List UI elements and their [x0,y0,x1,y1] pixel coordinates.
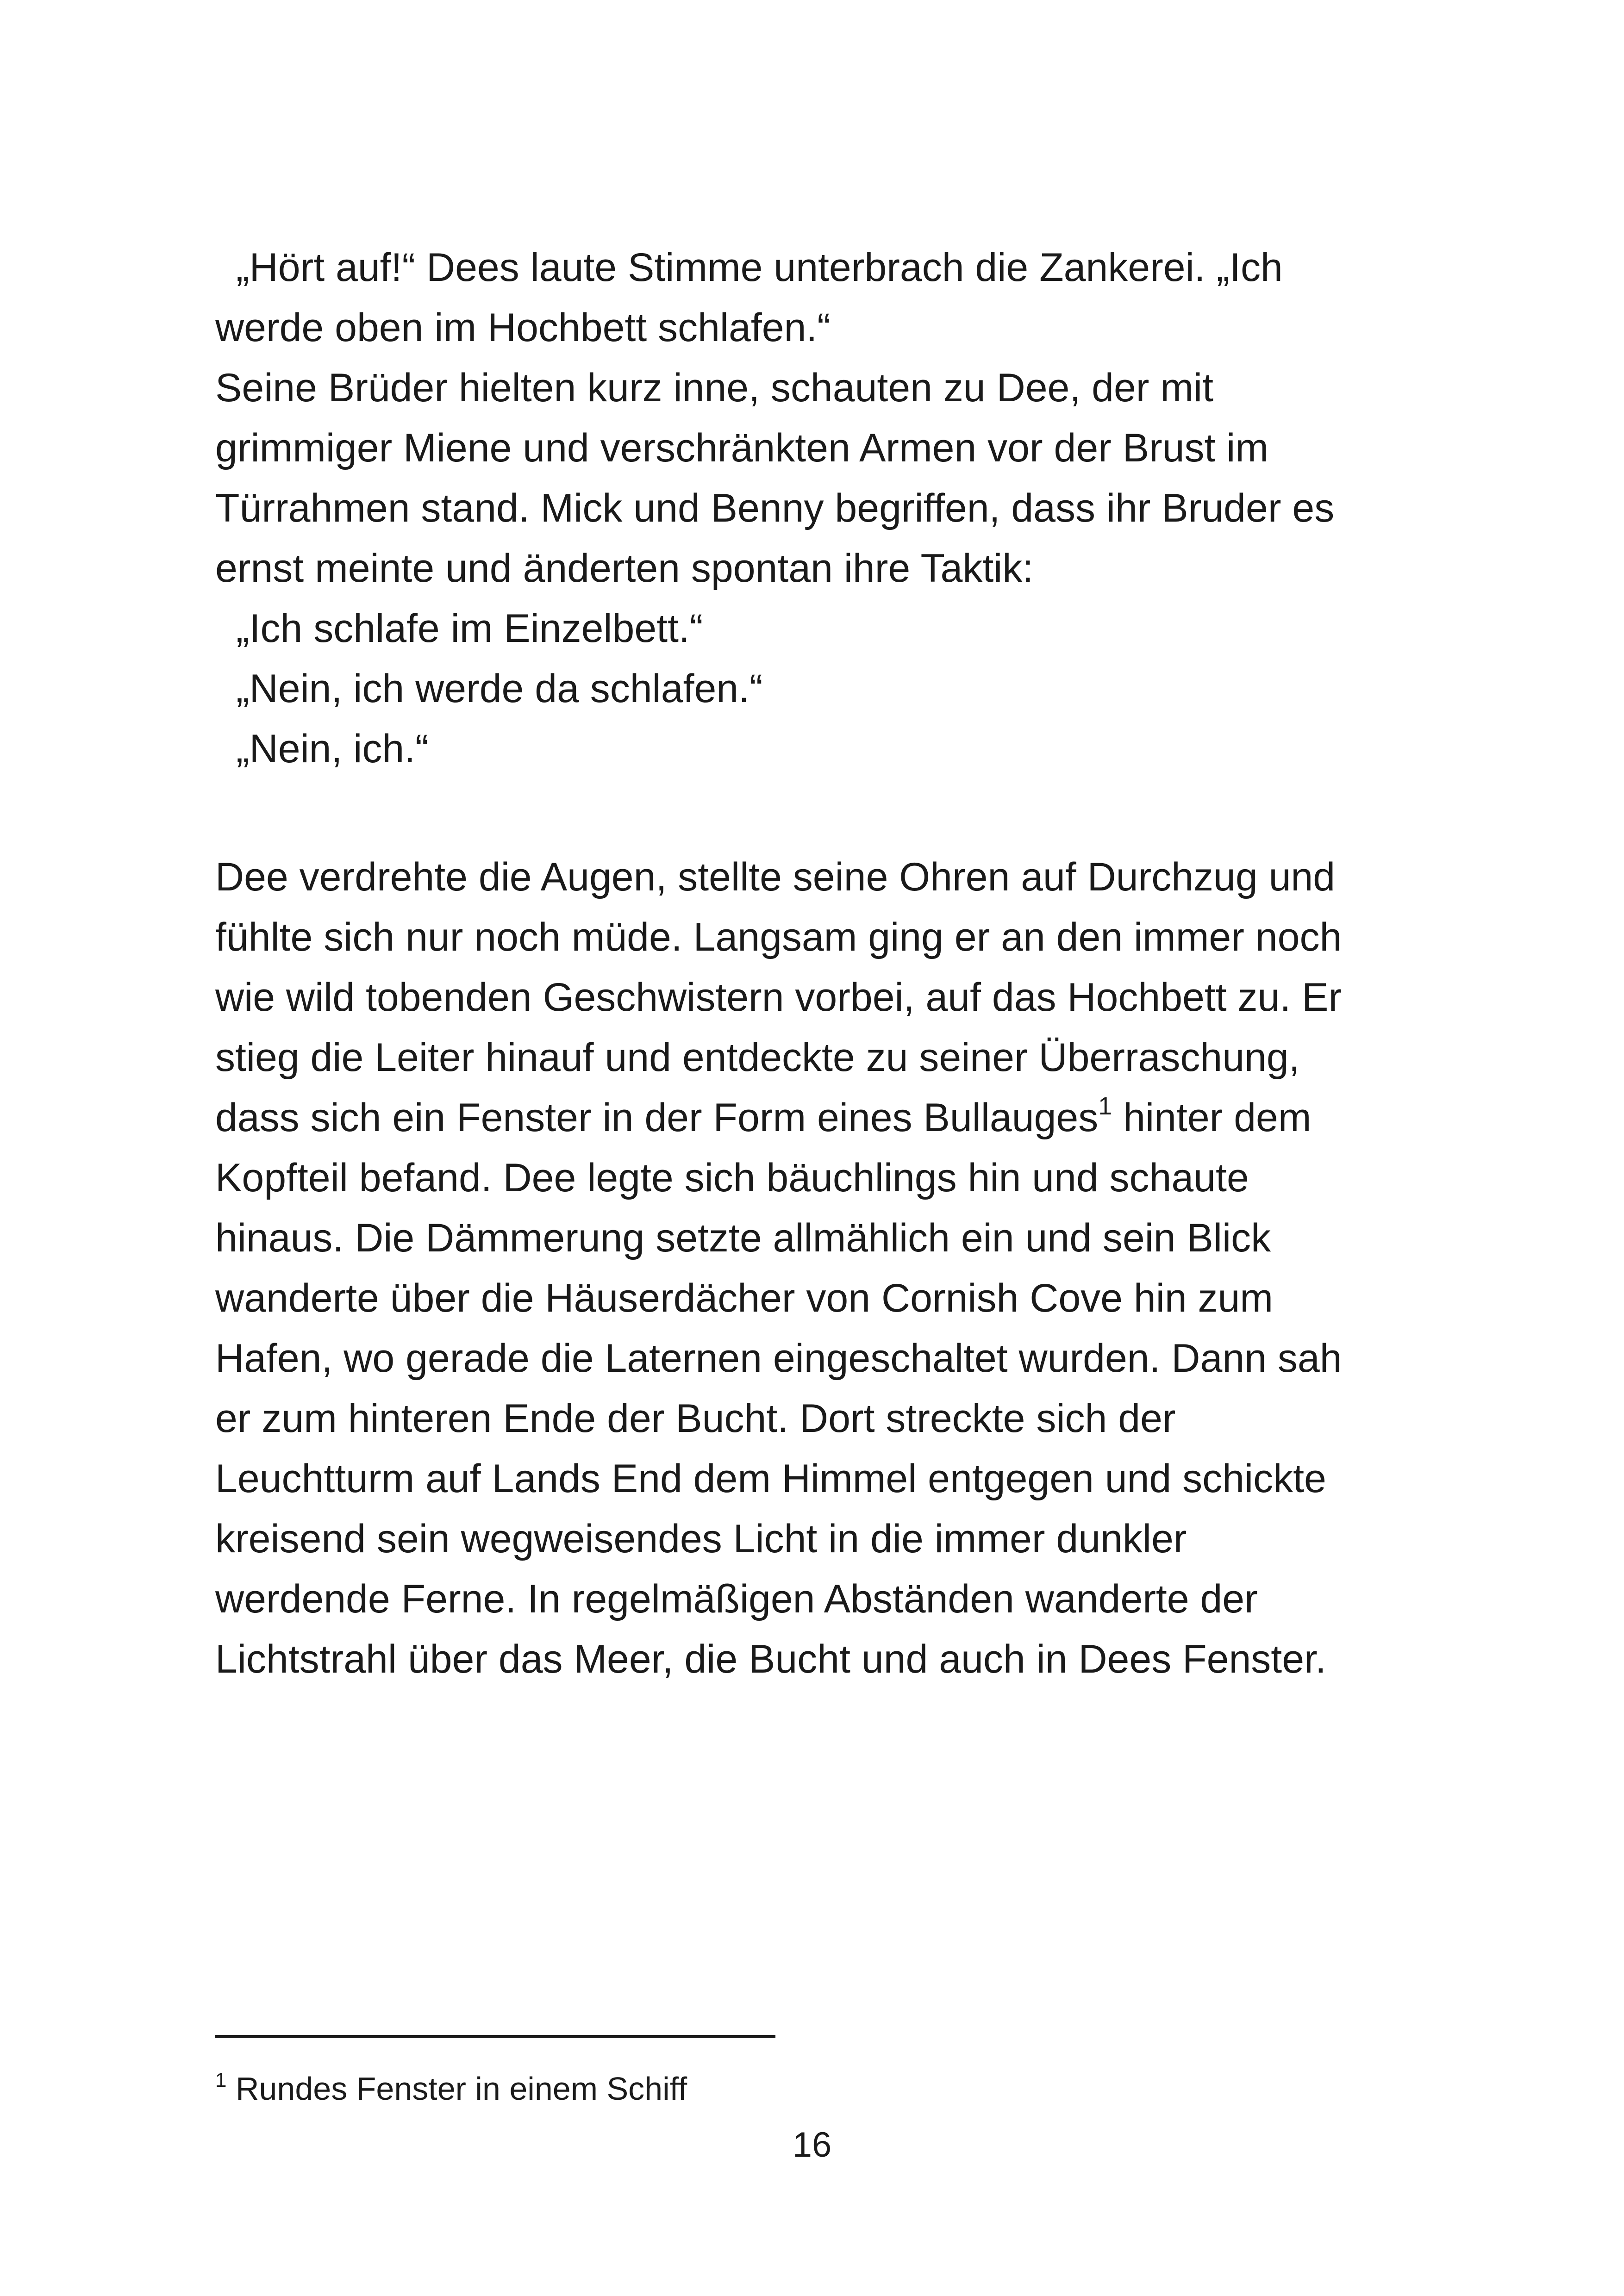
text-line: wie wild tobenden Geschwistern vorbei, auf das Hochbett zu. Er [215,975,1342,1020]
text-line: werde oben im Hochbett schlafen.“ [215,305,831,350]
text-line: „Ich schlafe im Einzelbett.“ [236,606,703,651]
page-number: 16 [792,2125,832,2165]
text-line: werdende Ferne. In regelmäßigen Abständen wanderte der [215,1577,1258,1621]
text-line: ernst meinte und änderten spontan ihre Taktik: [215,546,1034,591]
text-line: wanderte über die Häuserdächer von Cornish Cove hin zum [215,1276,1274,1320]
dialogue-block [215,237,1419,779]
footnote-marker: 1 [215,2068,227,2091]
text-line: „Hört auf!“ Dees laute Stimme unterbrach die Zankerei. „Ich [236,245,1283,290]
text-line: „Nein, ich werde da schlafen.“ [236,666,763,711]
footnote [215,2068,687,2109]
text-line: grimmiger Miene und verschränkten Armen vor der Brust im [215,426,1269,470]
text-line: kreisend sein wegweisendes Licht in die immer dunkler [215,1517,1187,1561]
text-line: Türrahmen stand. Mick und Benny begriffen, dass ihr Bruder es [215,486,1335,530]
footnote-text: Rundes Fenster in einem Schiff [235,2071,687,2107]
text-line: er zum hinteren Ende der Bucht. Dort streckte sich der [215,1396,1176,1441]
text-segment: hinter dem [1112,1095,1312,1140]
text-line-with-footnote [215,1088,1419,1148]
text-line: Dee verdrehte die Augen, stellte seine Ohren auf Durchzug und [215,855,1336,899]
footnote-divider [215,2035,775,2038]
text-line: stieg die Leiter hinauf und entdeckte zu seiner Überraschung, [215,1035,1300,1080]
text-segment: dass sich ein Fenster in der Form eines Bullauges [215,1095,1099,1140]
text-line: „Nein, ich.“ [236,727,429,771]
text-line: fühlte sich nur noch müde. Langsam ging er an den immer noch [215,915,1342,959]
text-line: Leuchtturm auf Lands End dem Himmel entgegen und schickte [215,1456,1326,1501]
narrative-paragraph [215,847,1419,1689]
text-line: Seine Brüder hielten kurz inne, schauten zu Dee, der mit [215,366,1213,410]
text-line: Lichtstrahl über das Meer, die Bucht und auch in Dees Fenster. [215,1637,1326,1681]
footnote-reference: 1 [1098,1092,1112,1120]
text-line: Hafen, wo gerade die Laternen eingeschaltet wurden. Dann sah [215,1336,1342,1381]
text-line: hinaus. Die Dämmerung setzte allmählich ein und sein Blick [215,1216,1271,1260]
text-line: Kopfteil befand. Dee legte sich bäuchlings hin und schaute [215,1156,1249,1200]
